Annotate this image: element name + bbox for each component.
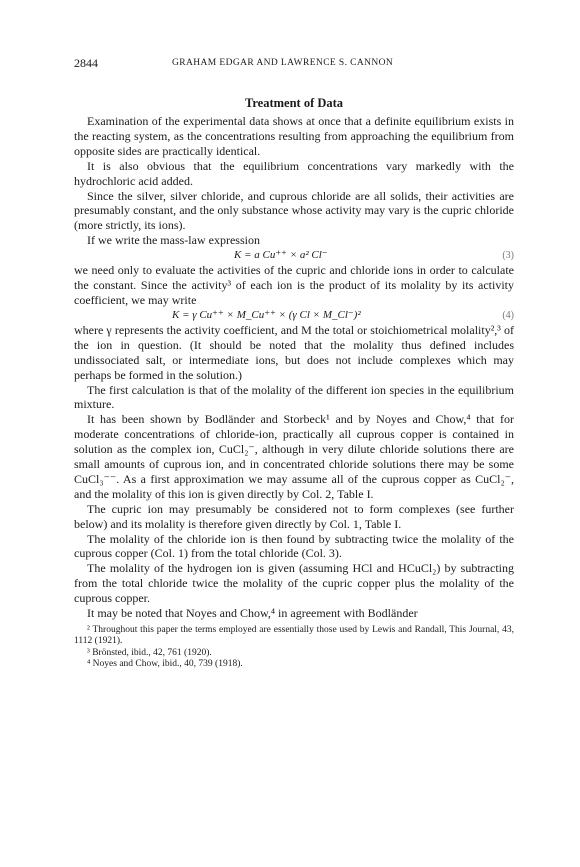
equation-expression: K = a Cu⁺⁺ × a² Cl⁻ <box>234 249 328 262</box>
paragraph: The molality of the hydrogen ion is given (assuming HCl and HCuCl₂) by subtracting from the total chloride twice the molality of the cupric copper plus the molality of the cuprous copper. <box>74 561 514 606</box>
paragraph: The molality of the chloride ion is then found by subtracting twice the molality of the cuprous copper (Col. 1) from the total chloride (Col. 3). <box>74 531 514 561</box>
equation-number: (4) <box>502 309 514 321</box>
section-title: Treatment of Data <box>244 96 344 110</box>
paragraph: we need only to evaluate the activities of the cupric and chloride ions in order to calculate the constant. Since the activity³ of each ion is the product of its molality by its activity coefficient, we may write <box>74 263 514 307</box>
page-header <box>74 56 514 76</box>
paragraph: Since the silver, silver chloride, and cuprous chloride are all solids, their activities are presumably constant, and the only substance whose activity may vary is the cupric chloride (more strictly, its ions). <box>74 188 514 233</box>
footnote: ⁴ Noyes and Chow, ibid., 40, 739 (1918). <box>87 659 243 670</box>
equation-number: (3) <box>502 250 514 262</box>
paragraph: If we write the mass-law expression <box>87 233 260 248</box>
equation-3 <box>74 248 514 263</box>
paragraph: The first calculation is that of the molality of the different ion species in the equilibrium mixture. <box>74 382 514 412</box>
footnote: ³ Brönsted, ibid., 42, 761 (1920). <box>87 647 212 658</box>
paragraph: It has been shown by Bodländer and Storbeck¹ and by Noyes and Chow,⁴ that for moderate concentrations of chloride-ion, practically all cuprous copper is contained in solution as the complex ion, CuCl₂⁻, although in very dilute chloride solutions there are small amounts of cuprous ion, and in concentrated chloride solutions there may be some CuCl₃⁻⁻. As a first approximation we may assume all of the cuprous copper as CuCl₂⁻, and the molality of this ion is given directly by Col. 2, Table I. <box>74 412 514 501</box>
paragraph: The cupric ion may presumably be considered not to form complexes (see further below) and its molality is therefore given directly by Col. 1, Table I. <box>74 501 514 531</box>
running-head: GRAHAM EDGAR AND LAWRENCE S. CANNON <box>172 58 394 68</box>
equation-expression: K = γ Cu⁺⁺ × M_Cu⁺⁺ × (γ Cl × M_Cl⁻)² <box>172 308 361 321</box>
paragraph: Examination of the experimental data shows at once that a definite equilibrium exists in the reacting system, as the concentrations resulting from approaching the equilibrium from opposite sides are practically identical. <box>74 114 514 158</box>
page-number: 2844 <box>74 56 98 70</box>
paragraph: where γ represents the activity coefficient, and M the total or stoichiometrical molality²,³ of the ion in question. (It should be noted that the molality thus defined includes undissociated salt, or intermediate ions, but does not include complexes which may perhaps be formed in the solution.) <box>74 322 514 382</box>
page <box>74 56 514 671</box>
equation-4 <box>74 308 514 323</box>
footnote: ² Throughout this paper the terms employed are essentially those used by Lewis and Randall, This Journal, 43, 1112 (1921). <box>74 625 514 647</box>
paragraph: It is also obvious that the equilibrium concentrations vary markedly with the hydrochloric acid added. <box>74 158 514 188</box>
paragraph: It may be noted that Noyes and Chow,⁴ in agreement with Bodländer <box>87 606 418 621</box>
